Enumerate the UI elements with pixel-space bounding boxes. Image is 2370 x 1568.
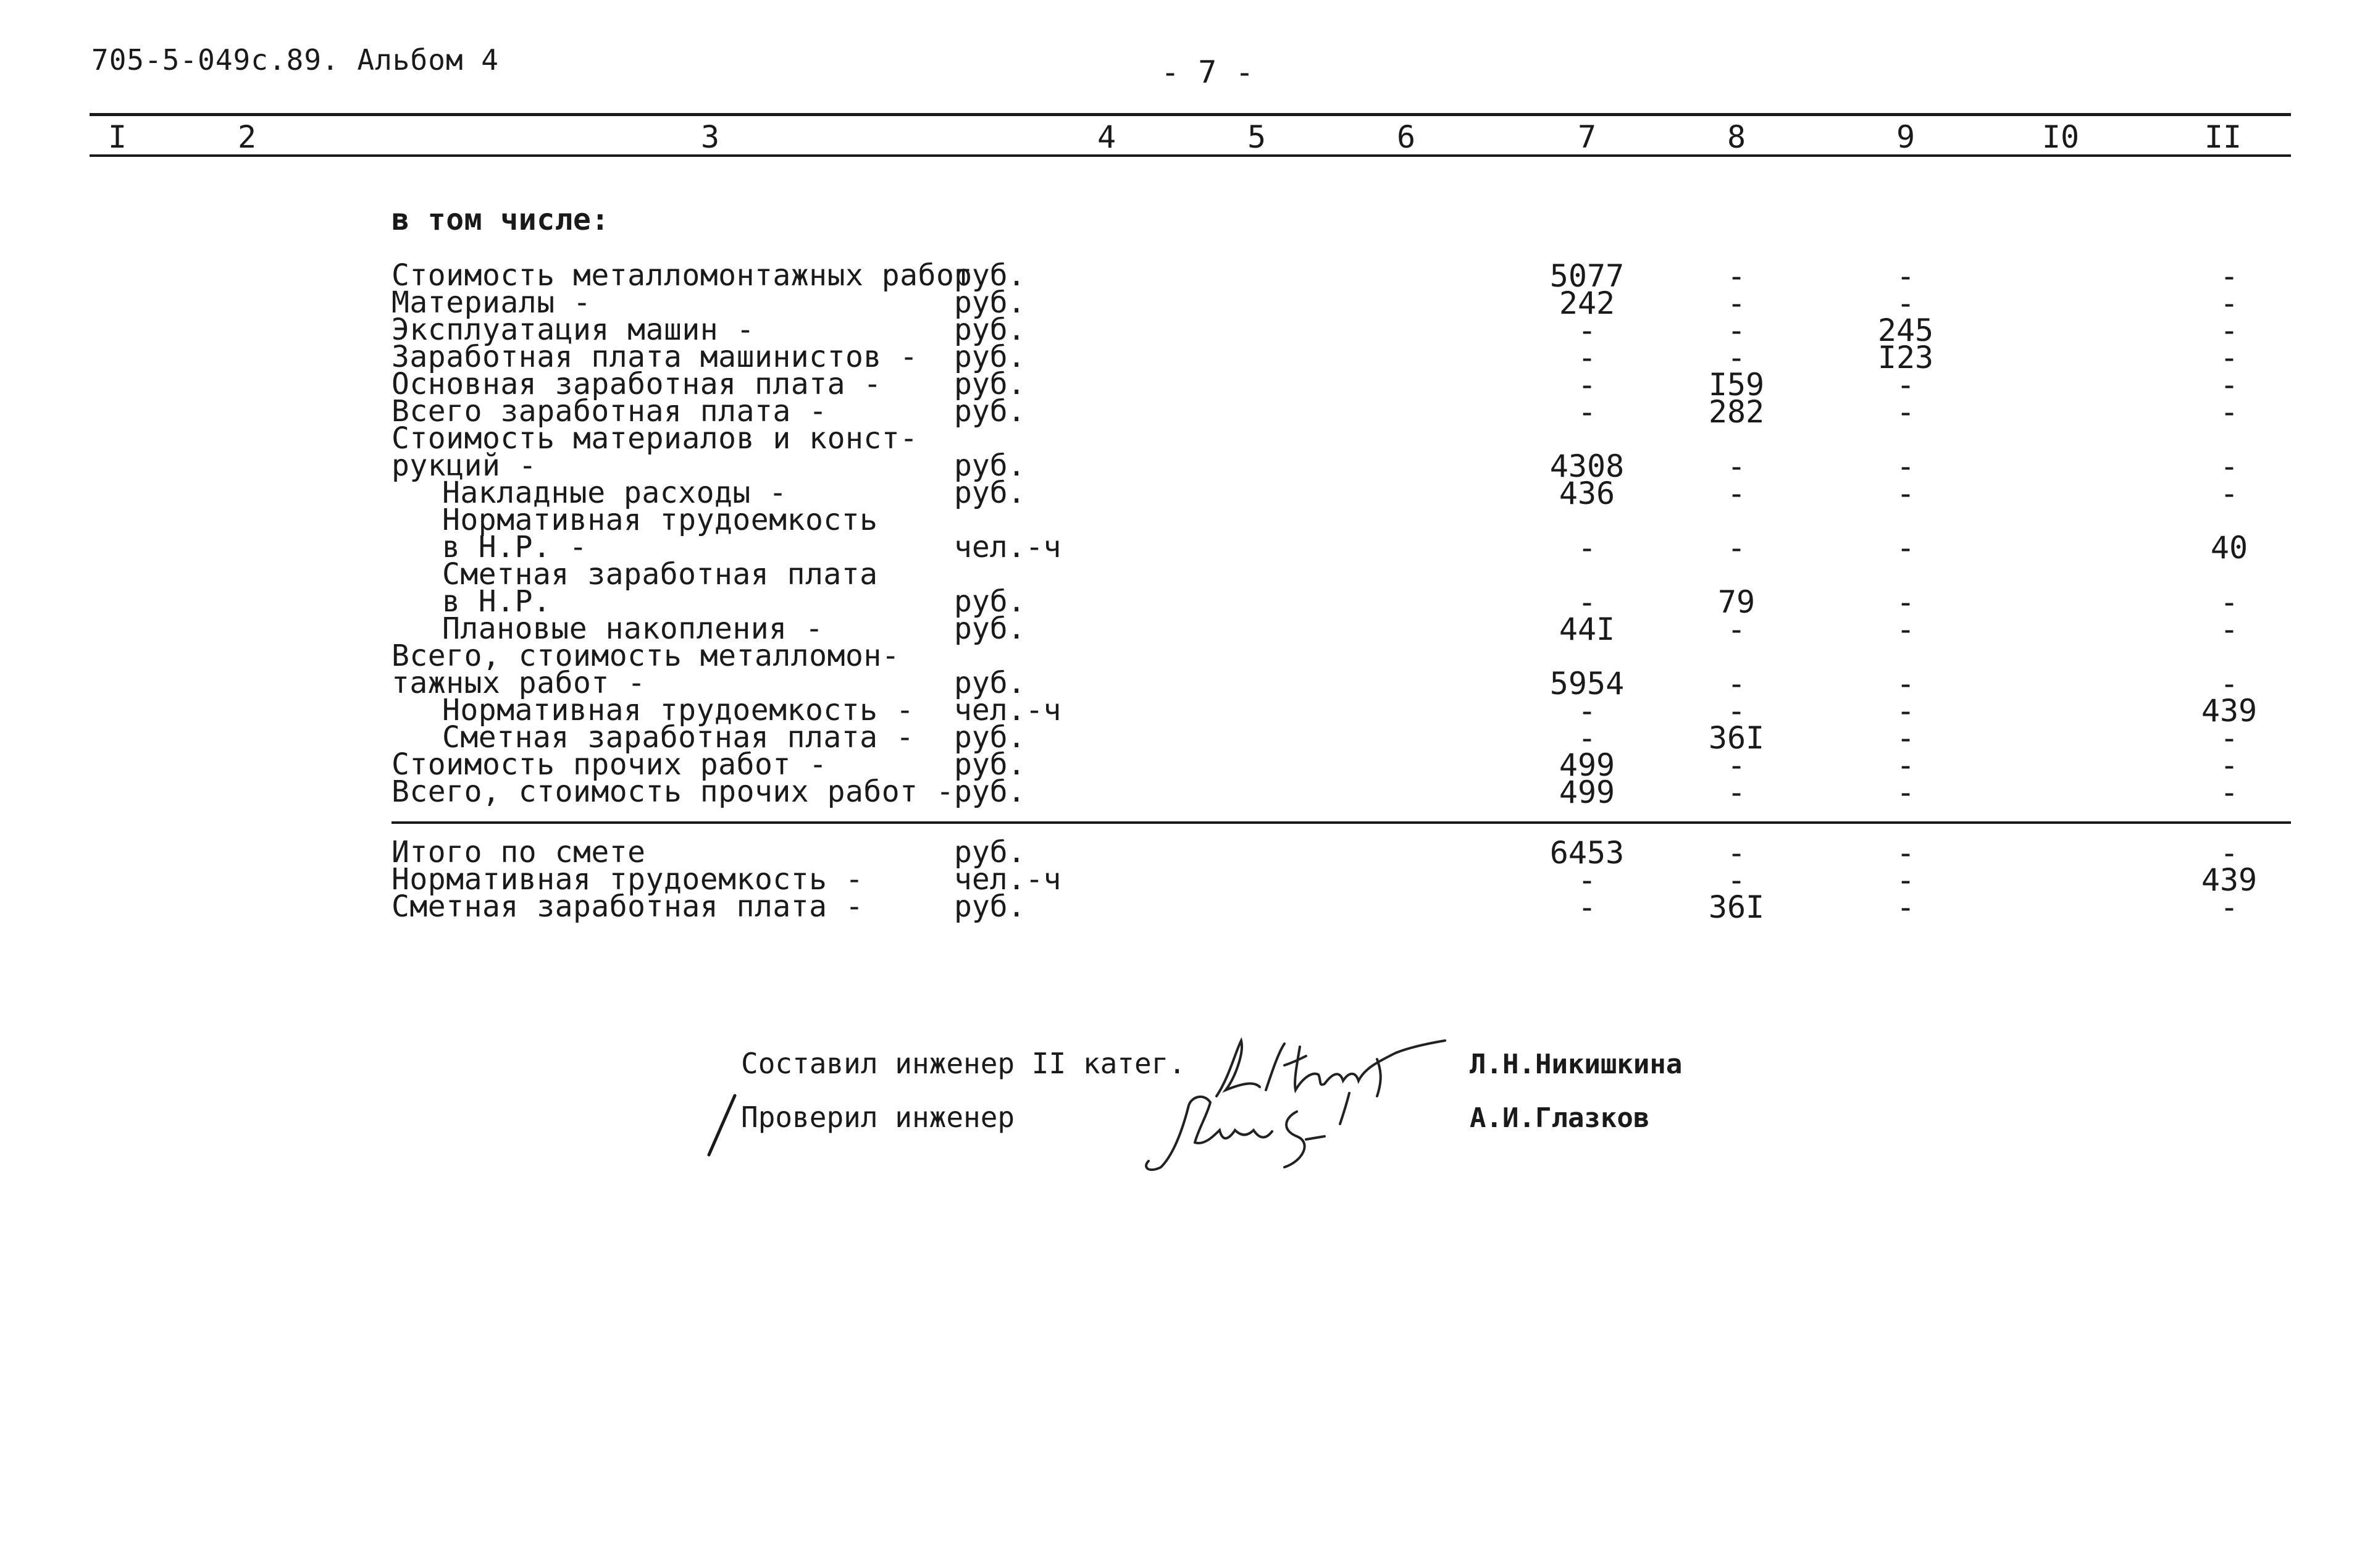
table-value-c7: - [1577,530,1597,566]
table-unit: руб. [954,611,1026,646]
table-value-c8: - [1727,666,1746,702]
column-number-10: I0 [2041,119,2080,155]
column-number-1: I [107,119,127,155]
table-value-c7: - [1577,340,1597,375]
total-label: Нормативная трудоемкость - [392,862,864,897]
table-value-c7: 4308 [1549,448,1625,484]
document-code: 705-5-049с.89. Альбом 4 [91,43,499,77]
table-unit: руб. [954,258,1026,293]
table-label: Плановые накопления - [442,611,824,646]
table-value-c11: - [2219,312,2239,348]
table-value-c8: - [1727,611,1746,647]
column-number-11: II [2204,119,2242,155]
table-value-c9: - [1896,285,1916,321]
table-value-c11: - [2219,285,2239,321]
table-value-c7: 436 [1559,476,1615,511]
table-unit: руб. [954,720,1026,755]
table-value-c7: - [1577,720,1597,756]
table-unit: чел.-ч [954,693,1061,727]
table-value-c11: - [2219,666,2239,702]
table-value-c11: - [2219,448,2239,484]
column-number-8: 8 [1727,119,1746,155]
table-value-c9: - [1896,476,1916,511]
total-value-c9: - [1896,862,1916,898]
table-label: Всего, стоимость металломон- [392,639,900,673]
table-label: тажных работ - [392,666,646,700]
total-label: Сметная заработная плата - [392,889,864,924]
column-number-4: 4 [1097,119,1116,155]
total-value-c11: - [2219,889,2239,925]
table-unit: руб. [954,584,1026,619]
table-value-c7: - [1577,584,1597,620]
table-value-c8: 79 [1717,584,1756,620]
table-label: Нормативная трудоемкость [442,503,878,537]
column-number-5: 5 [1247,119,1267,155]
check-slash-mark [704,1093,741,1161]
table-value-c7: - [1577,312,1597,348]
table-value-c11: - [2219,584,2239,620]
table-value-c9: - [1896,448,1916,484]
table-value-c11: - [2219,367,2239,403]
table-unit: руб. [954,747,1026,782]
table-value-c11: - [2219,774,2239,810]
table-label: Сметная заработная плата - [442,720,915,755]
table-value-c8: - [1727,774,1746,810]
table-label: Материалы - [392,285,592,320]
table-label: Заработная плата машинистов - [392,340,918,374]
table-value-c7: 44I [1559,611,1615,647]
table-value-c7: 242 [1559,285,1615,321]
table-value-c9: - [1896,774,1916,810]
table-label: Всего, стоимость прочих работ - [392,774,955,809]
table-value-c11: - [2219,258,2239,294]
table-value-c8: - [1727,285,1746,321]
total-value-c7: 6453 [1549,835,1625,871]
table-label: Стоимость материалов и конст- [392,421,918,456]
table-value-c9: - [1896,611,1916,647]
checked-by-label: Проверил инженер [741,1101,1015,1134]
table-value-c11: - [2219,747,2239,783]
table-value-c9: - [1896,530,1916,566]
table-value-c8: - [1727,448,1746,484]
compiled-by-label: Составил инженер II катег. [741,1047,1186,1080]
table-value-c11: 439 [2201,693,2258,729]
table-value-c9: 245 [1877,312,1934,348]
table-value-c7: 5077 [1549,258,1625,294]
table-unit: руб. [954,367,1026,401]
header-bottom-rule [90,154,2291,157]
table-value-c9: - [1896,693,1916,729]
table-label: в Н.Р. [442,584,551,619]
total-value-c9: - [1896,889,1916,925]
table-label: рукций - [392,448,537,483]
table-value-c7: 499 [1559,747,1615,783]
checked-by-name: А.И.Глазков [1470,1102,1650,1134]
table-value-c8: 36I [1708,720,1765,756]
table-value-c8: - [1727,312,1746,348]
table-value-c11: - [2219,611,2239,647]
column-number-3: 3 [700,119,720,155]
table-label: Всего заработная плата - [392,394,827,429]
table-unit: чел.-ч [954,530,1061,564]
table-unit: руб. [954,285,1026,320]
total-value-c9: - [1896,835,1916,871]
table-value-c8: - [1727,340,1746,375]
total-unit: руб. [954,835,1026,870]
column-number-9: 9 [1896,119,1916,155]
table-value-c9: - [1896,258,1916,294]
table-value-c11: - [2219,394,2239,430]
table-unit: руб. [954,312,1026,347]
column-number-7: 7 [1577,119,1597,155]
signature-glazkov-image [1136,1087,1396,1180]
table-unit: руб. [954,774,1026,809]
table-value-c8: - [1727,693,1746,729]
total-label: Итого по смете [392,835,646,870]
table-value-c9: - [1896,394,1916,430]
table-unit: руб. [954,340,1026,374]
table-label: Нормативная трудоемкость - [442,693,915,727]
total-value-c11: - [2219,835,2239,871]
total-value-c7: - [1577,862,1597,898]
table-value-c9: - [1896,747,1916,783]
table-value-c9: - [1896,367,1916,403]
table-unit: руб. [954,476,1026,510]
column-number-6: 6 [1396,119,1416,155]
table-value-c7: - [1577,693,1597,729]
table-value-c8: - [1727,747,1746,783]
table-label: Сметная заработная плата [442,557,878,592]
table-value-c9: - [1896,584,1916,620]
total-value-c8: 36I [1708,889,1765,925]
table-value-c9: - [1896,666,1916,702]
table-label: Стоимость металломонтажных работ [392,258,973,293]
table-value-c11: - [2219,720,2239,756]
table-value-c7: 5954 [1549,666,1625,702]
total-value-c8: - [1727,862,1746,898]
table-label: Накладные расходы - [442,476,787,510]
total-value-c8: - [1727,835,1746,871]
totals-separator-rule [392,821,2291,824]
subheading: в том числе: [392,203,609,237]
table-unit: руб. [954,666,1026,700]
table-value-c8: 282 [1708,394,1765,430]
table-value-c8: - [1727,476,1746,511]
table-value-c11: - [2219,476,2239,511]
compiled-by-name: Л.Н.Никишкина [1470,1049,1683,1080]
table-unit: руб. [954,394,1026,429]
table-value-c11: 40 [2210,530,2248,566]
total-value-c7: - [1577,889,1597,925]
table-value-c7: - [1577,394,1597,430]
total-unit: руб. [954,889,1026,924]
table-value-c7: 499 [1559,774,1615,810]
column-number-2: 2 [237,119,257,155]
table-label: в Н.Р. - [442,530,588,564]
total-unit: чел.-ч [954,862,1061,897]
total-value-c11: 439 [2201,862,2258,898]
table-value-c8: - [1727,530,1746,566]
table-label: Стоимость прочих работ - [392,747,827,782]
table-label: Эксплуатация машин - [392,312,755,347]
page-number: - 7 - [1161,54,1254,90]
table-unit: руб. [954,448,1026,483]
table-value-c7: - [1577,367,1597,403]
table-value-c11: - [2219,340,2239,375]
table-value-c9: I23 [1877,340,1934,375]
table-value-c8: - [1727,258,1746,294]
table-value-c8: I59 [1708,367,1765,403]
table-label: Основная заработная плата - [392,367,882,401]
table-value-c9: - [1896,720,1916,756]
header-top-rule [90,113,2291,116]
